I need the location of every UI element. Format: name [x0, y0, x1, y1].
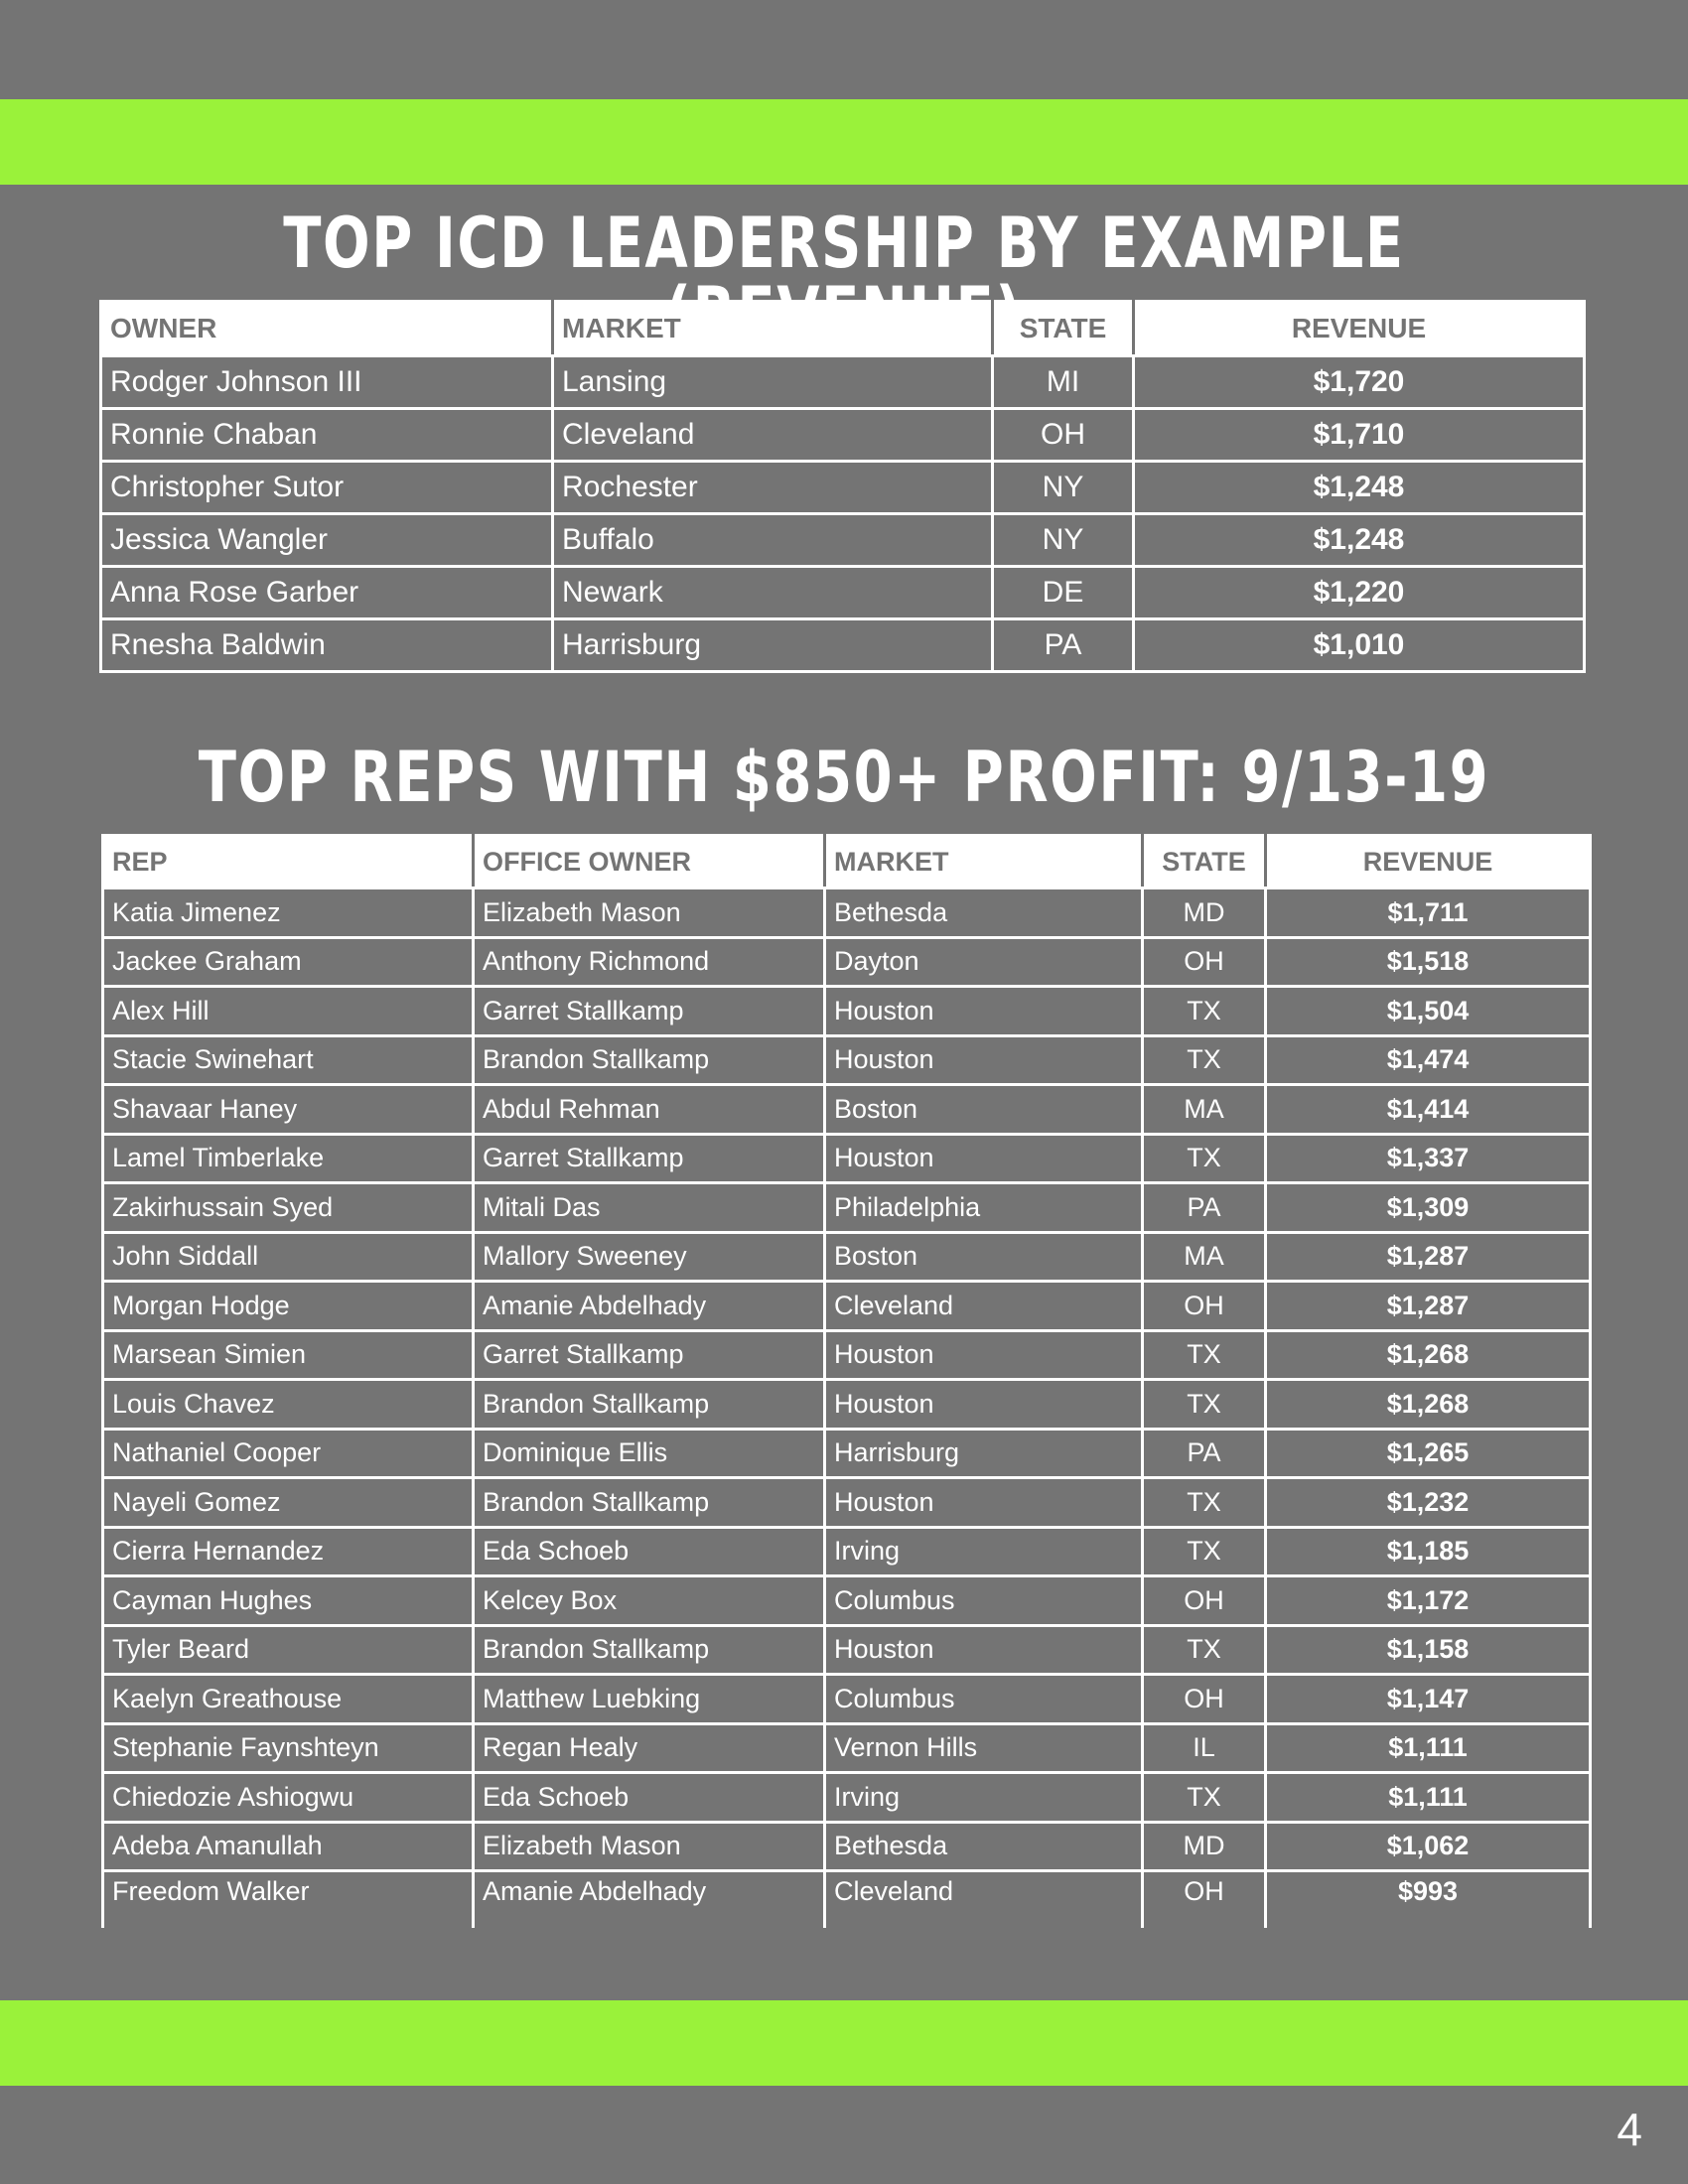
top-reps-title: TOP REPS WITH $850+ PROFIT: 9/13-19 [198, 737, 1490, 818]
revenue-cell: $1,504 [1266, 987, 1591, 1036]
table-header-row [103, 836, 1591, 888]
market-cell: Columbus [825, 1576, 1143, 1626]
office-owner-cell: Dominique Ellis [474, 1429, 825, 1478]
state-cell: TX [1143, 1035, 1266, 1085]
state-cell: TX [1143, 1625, 1266, 1675]
table-row [103, 1429, 1591, 1478]
header-state: STATE [993, 302, 1134, 356]
table-row [103, 1134, 1591, 1183]
owner-cell: Christopher Sutor [101, 462, 553, 514]
office-owner-cell: Matthew Luebking [474, 1675, 825, 1724]
market-cell: Bethesda [825, 888, 1143, 938]
state-cell: OH [1143, 937, 1266, 987]
revenue-cell: $1,720 [1134, 356, 1585, 409]
revenue-cell: $1,010 [1134, 619, 1585, 672]
revenue-cell: $1,111 [1266, 1723, 1591, 1773]
market-cell: Cleveland [553, 409, 993, 462]
market-cell: Houston [825, 1330, 1143, 1380]
market-cell: Houston [825, 987, 1143, 1036]
market-cell: Dayton [825, 937, 1143, 987]
market-cell: Boston [825, 1232, 1143, 1282]
leadership-title: TOP ICD LEADERSHIP BY EXAMPLE [283, 203, 1405, 284]
market-cell: Cleveland [825, 1282, 1143, 1331]
market-cell: Newark [553, 567, 993, 619]
state-cell: MD [1143, 888, 1266, 938]
market-cell: Bethesda [825, 1822, 1143, 1871]
table-row [103, 1478, 1591, 1528]
rep-cell: Freedom Walker [103, 1871, 474, 1929]
rep-cell: Louis Chavez [103, 1380, 474, 1430]
header-owner: OWNER [101, 302, 553, 356]
state-cell: TX [1143, 1380, 1266, 1430]
revenue-cell: $1,185 [1266, 1527, 1591, 1576]
table-row [103, 1723, 1591, 1773]
table-row [103, 1282, 1591, 1331]
market-cell: Buffalo [553, 514, 993, 567]
revenue-cell: $1,268 [1266, 1380, 1591, 1430]
market-cell: Boston [825, 1085, 1143, 1135]
table-row [101, 462, 1585, 514]
revenue-cell: $1,265 [1266, 1429, 1591, 1478]
office-owner-cell: Mallory Sweeney [474, 1232, 825, 1282]
table-row [103, 1773, 1591, 1823]
table-row [103, 937, 1591, 987]
state-cell: MI [993, 356, 1134, 409]
header-revenue: REVENUE [1134, 302, 1585, 356]
owner-cell: Rnesha Baldwin [101, 619, 553, 672]
revenue-cell: $1,337 [1266, 1134, 1591, 1183]
office-owner-cell: Amanie Abdelhady [474, 1282, 825, 1331]
header-office-owner: OFFICE OWNER [474, 836, 825, 888]
state-cell: TX [1143, 1330, 1266, 1380]
state-cell: DE [993, 567, 1134, 619]
owner-cell: Anna Rose Garber [101, 567, 553, 619]
market-cell: Vernon Hills [825, 1723, 1143, 1773]
revenue-cell: $993 [1266, 1871, 1591, 1929]
office-owner-cell: Regan Healy [474, 1723, 825, 1773]
leadership-table [99, 300, 1586, 673]
market-cell: Lansing [553, 356, 993, 409]
state-cell: OH [1143, 1282, 1266, 1331]
table-row [103, 1232, 1591, 1282]
rep-cell: Nayeli Gomez [103, 1478, 474, 1528]
market-cell: Irving [825, 1773, 1143, 1823]
office-owner-cell: Garret Stallkamp [474, 1134, 825, 1183]
office-owner-cell: Garret Stallkamp [474, 987, 825, 1036]
state-cell: PA [993, 619, 1134, 672]
office-owner-cell: Brandon Stallkamp [474, 1478, 825, 1528]
rep-cell: Adeba Amanullah [103, 1822, 474, 1871]
market-cell: Irving [825, 1527, 1143, 1576]
state-cell: TX [1143, 1527, 1266, 1576]
market-cell: Columbus [825, 1675, 1143, 1724]
table-row [101, 409, 1585, 462]
header-revenue: REVENUE [1266, 836, 1591, 888]
state-cell: MD [1143, 1822, 1266, 1871]
table-row [101, 567, 1585, 619]
revenue-cell: $1,248 [1134, 462, 1585, 514]
state-cell: MA [1143, 1085, 1266, 1135]
office-owner-cell: Abdul Rehman [474, 1085, 825, 1135]
table-row [103, 987, 1591, 1036]
top-reps-table [101, 834, 1592, 1928]
state-cell: OH [993, 409, 1134, 462]
revenue-cell: $1,111 [1266, 1773, 1591, 1823]
state-cell: MA [1143, 1232, 1266, 1282]
bottom-accent-band [0, 2000, 1688, 2086]
table-row [103, 1330, 1591, 1380]
rep-cell: Cayman Hughes [103, 1576, 474, 1626]
state-cell: TX [1143, 1134, 1266, 1183]
rep-cell: Stephanie Faynshteyn [103, 1723, 474, 1773]
revenue-cell: $1,711 [1266, 888, 1591, 938]
revenue-cell: $1,268 [1266, 1330, 1591, 1380]
office-owner-cell: Anthony Richmond [474, 937, 825, 987]
state-cell: OH [1143, 1675, 1266, 1724]
state-cell: NY [993, 514, 1134, 567]
table-row [101, 356, 1585, 409]
rep-cell: Tyler Beard [103, 1625, 474, 1675]
market-cell: Harrisburg [825, 1429, 1143, 1478]
state-cell: PA [1143, 1429, 1266, 1478]
state-cell: IL [1143, 1723, 1266, 1773]
rep-cell: John Siddall [103, 1232, 474, 1282]
table-row [101, 514, 1585, 567]
office-owner-cell: Eda Schoeb [474, 1527, 825, 1576]
office-owner-cell: Elizabeth Mason [474, 1822, 825, 1871]
rep-cell: Zakirhussain Syed [103, 1183, 474, 1233]
rep-cell: Lamel Timberlake [103, 1134, 474, 1183]
state-cell: TX [1143, 1773, 1266, 1823]
state-cell: OH [1143, 1871, 1266, 1929]
revenue-cell: $1,232 [1266, 1478, 1591, 1528]
revenue-cell: $1,248 [1134, 514, 1585, 567]
page-number: 4 [1617, 2104, 1642, 2155]
header-market: MARKET [553, 302, 993, 356]
state-cell: TX [1143, 1478, 1266, 1528]
table-row [101, 619, 1585, 672]
office-owner-cell: Garret Stallkamp [474, 1330, 825, 1380]
revenue-cell: $1,062 [1266, 1822, 1591, 1871]
table-row [103, 1871, 1591, 1929]
revenue-cell: $1,220 [1134, 567, 1585, 619]
table-header-row [101, 302, 1585, 356]
rep-cell: Nathaniel Cooper [103, 1429, 474, 1478]
market-cell: Harrisburg [553, 619, 993, 672]
table-row [103, 1035, 1591, 1085]
top-accent-band [0, 99, 1688, 185]
state-cell: PA [1143, 1183, 1266, 1233]
market-cell: Cleveland [825, 1871, 1143, 1929]
header-market: MARKET [825, 836, 1143, 888]
office-owner-cell: Elizabeth Mason [474, 888, 825, 938]
office-owner-cell: Mitali Das [474, 1183, 825, 1233]
owner-cell: Rodger Johnson III [101, 356, 553, 409]
rep-cell: Morgan Hodge [103, 1282, 474, 1331]
market-cell: Houston [825, 1380, 1143, 1430]
table-row [103, 1380, 1591, 1430]
table-row [103, 1527, 1591, 1576]
rep-cell: Katia Jimenez [103, 888, 474, 938]
rep-cell: Alex Hill [103, 987, 474, 1036]
table-row [103, 1675, 1591, 1724]
state-cell: NY [993, 462, 1134, 514]
market-cell: Houston [825, 1478, 1143, 1528]
table-row [103, 1183, 1591, 1233]
header-state: STATE [1143, 836, 1266, 888]
rep-cell: Stacie Swinehart [103, 1035, 474, 1085]
office-owner-cell: Eda Schoeb [474, 1773, 825, 1823]
office-owner-cell: Amanie Abdelhady [474, 1871, 825, 1929]
rep-cell: Cierra Hernandez [103, 1527, 474, 1576]
revenue-cell: $1,287 [1266, 1282, 1591, 1331]
table-row [103, 1085, 1591, 1135]
revenue-cell: $1,710 [1134, 409, 1585, 462]
rep-cell: Kaelyn Greathouse [103, 1675, 474, 1724]
market-cell: Philadelphia [825, 1183, 1143, 1233]
revenue-cell: $1,309 [1266, 1183, 1591, 1233]
rep-cell: Jackee Graham [103, 937, 474, 987]
revenue-cell: $1,518 [1266, 937, 1591, 987]
state-cell: TX [1143, 987, 1266, 1036]
revenue-cell: $1,287 [1266, 1232, 1591, 1282]
table-row [103, 1625, 1591, 1675]
rep-cell: Chiedozie Ashiogwu [103, 1773, 474, 1823]
market-cell: Rochester [553, 462, 993, 514]
table-row [103, 1822, 1591, 1871]
owner-cell: Jessica Wangler [101, 514, 553, 567]
revenue-cell: $1,474 [1266, 1035, 1591, 1085]
revenue-cell: $1,414 [1266, 1085, 1591, 1135]
market-cell: Houston [825, 1035, 1143, 1085]
office-owner-cell: Brandon Stallkamp [474, 1380, 825, 1430]
owner-cell: Ronnie Chaban [101, 409, 553, 462]
table-row [103, 1576, 1591, 1626]
revenue-cell: $1,172 [1266, 1576, 1591, 1626]
header-rep: REP [103, 836, 474, 888]
market-cell: Houston [825, 1625, 1143, 1675]
market-cell: Houston [825, 1134, 1143, 1183]
office-owner-cell: Kelcey Box [474, 1576, 825, 1626]
revenue-cell: $1,158 [1266, 1625, 1591, 1675]
state-cell: OH [1143, 1576, 1266, 1626]
office-owner-cell: Brandon Stallkamp [474, 1625, 825, 1675]
rep-cell: Shavaar Haney [103, 1085, 474, 1135]
rep-cell: Marsean Simien [103, 1330, 474, 1380]
revenue-cell: $1,147 [1266, 1675, 1591, 1724]
table-row [103, 888, 1591, 938]
office-owner-cell: Brandon Stallkamp [474, 1035, 825, 1085]
